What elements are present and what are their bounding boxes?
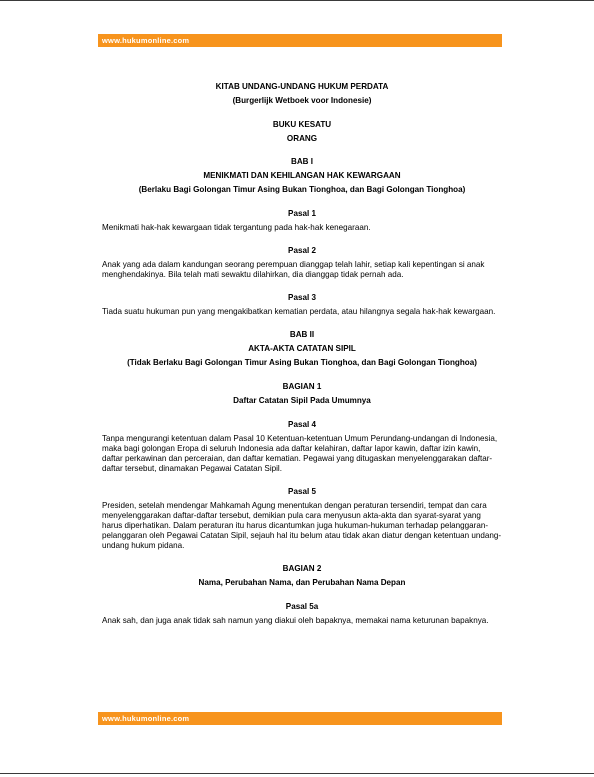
pasal4-text: Tanpa mengurangi ketentuan dalam Pasal 10 Ketentuan-ketentuan Umum Perundang-undangan di Indonesia, maka bagi golongan Eropa di seluruh Indonesia ada daftar kelahiran, daftar lapor kawin, daftar izin kawin, daftar perkawinan dan perceraian, dan daftar kematian. Pegawai yang ditugaskan menyelenggarakan daftar-daftar tersebut, dinamakan Pegawai Catatan Sipil. <box>102 434 498 473</box>
doc-subtitle: (Burgerlijk Wetboek voor Indonesie) <box>232 96 372 105</box>
bab1-heading: BAB I <box>290 157 314 166</box>
pasal5a-heading: Pasal 5a <box>285 602 319 611</box>
doc-title: KITAB UNDANG-UNDANG HUKUM PERDATA <box>215 82 389 91</box>
pasal2-text: Anak yang ada dalam kandungan seorang perempuan dianggap telah lahir, setiap kali kepentingan si anak menghendakinya. Bila telah mati sewaktu dilahirkan, dia dianggap tidak pernah ada. <box>102 260 485 279</box>
bagian2-heading: BAGIAN 2 <box>282 564 322 573</box>
bab2-title: AKTA-AKTA CATATAN SIPIL <box>248 344 356 353</box>
pasal2-heading: Pasal 2 <box>288 246 316 255</box>
bottom-page-border <box>0 773 594 774</box>
footer-site-url: www.hukumonline.com <box>102 714 190 723</box>
pasal1-text: Menikmati hak-hak kewargaan tidak tergantung pada hak-hak kenegaraan. <box>102 223 371 232</box>
header-bar <box>98 34 502 47</box>
book-title: ORANG <box>286 134 318 143</box>
header-site-url: www.hukumonline.com <box>102 36 190 45</box>
document-body <box>102 82 502 626</box>
bab1-title: MENIKMATI DAN KEHILANGAN HAK KEWARGAAN <box>203 171 401 180</box>
pasal5-heading: Pasal 5 <box>288 487 316 496</box>
bagian2-title: Nama, Perubahan Nama, dan Perubahan Nama Depan <box>198 578 406 587</box>
pasal4-heading: Pasal 4 <box>288 420 316 429</box>
pasal1-heading: Pasal 1 <box>288 209 316 218</box>
bab2-heading: BAB II <box>289 330 315 339</box>
bagian1-title: Daftar Catatan Sipil Pada Umumnya <box>233 396 371 405</box>
pasal5-text: Presiden, setelah mendengar Mahkamah Agung menentukan dengan peraturan tersendiri, tempat dan cara menyelenggarakan daftar-daftar tersebut, demikian pula cara menyusun akta-akta dan syarat-syarat yang harus diperhatikan. Dalam peraturan itu harus dicantumkan juga hukuman-hukuman terhadap pelanggaran-pelanggaran oleh Pegawai Catatan Sipil, sejauh hal itu belum atau tidak akan diatur dengan ketentuan undang-undang hukum pidana. <box>102 501 502 550</box>
bagian1-heading: BAGIAN 1 <box>282 382 322 391</box>
pasal5a-text: Anak sah, dan juga anak tidak sah namun yang diakui oleh bapaknya, memakai nama keturunan bapaknya. <box>102 616 489 625</box>
footer-bar <box>98 712 502 725</box>
pasal3-text: Tiada suatu hukuman pun yang mengakibatkan kematian perdata, atau hilangnya segala hak-hak kewargaan. <box>102 307 496 316</box>
book-heading: BUKU KESATU <box>272 120 332 129</box>
top-page-border <box>0 0 594 1</box>
bab2-note: (Tidak Berlaku Bagi Golongan Timur Asing Bukan Tionghoa, dan Bagi Golongan Tionghoa) <box>127 358 477 367</box>
bab1-note: (Berlaku Bagi Golongan Timur Asing Bukan Tionghoa, dan Bagi Golongan Tionghoa) <box>138 185 466 194</box>
pasal3-heading: Pasal 3 <box>288 293 316 302</box>
